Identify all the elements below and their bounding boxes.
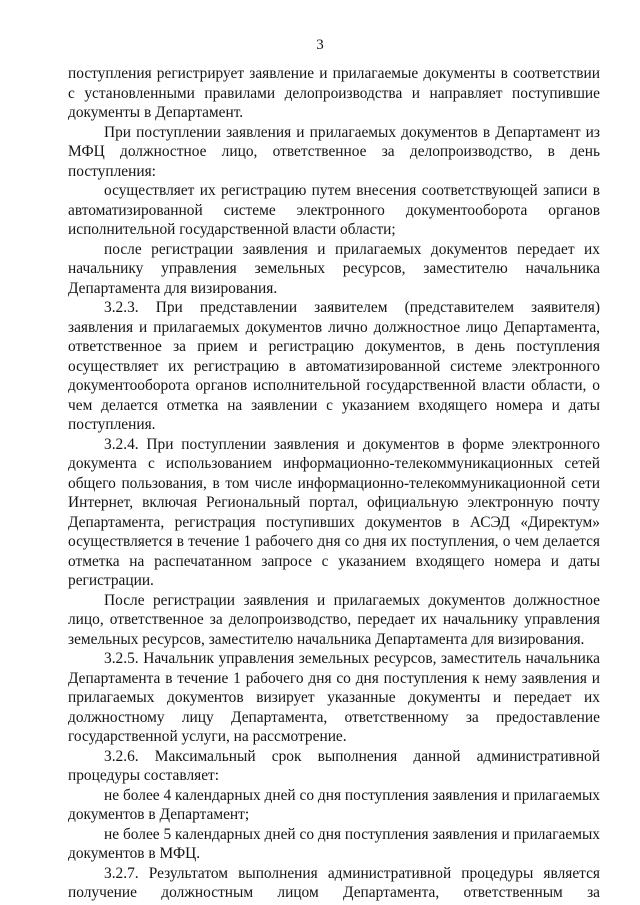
document-body: [68, 64, 600, 903]
paragraph-3-2-6: 3.2.6. Максимальный срок выполнения данной административной процедуры составляет:: [68, 747, 600, 784]
paragraph-after-electronic-registration: После регистрации заявления и прилагаемых документов должностное лицо, ответственное за делопроизводство, передает их начальнику управления земельных ресурсов, заместителю начальника Департамента для визирования.: [68, 591, 600, 648]
paragraph-mfc-receipt: При поступлении заявления и прилагаемых документов в Департамент из МФЦ должностное лицо, ответственное за делопроизводство, в день поступления:: [68, 123, 600, 180]
paragraph-registration: осуществляет их регистрацию путем внесения соответствующей записи в автоматизированной системе электронного документооборота органов исполнительной государственной власти области;: [68, 182, 600, 238]
paragraph-3-2-3: 3.2.3. При представлении заявителем (представителем заявителя) заявления и прилагаемых документов лично должностное лицо Департамента, ответственное за прием и регистрацию документов, в день поступления осуществляет их регистрацию в автоматизированной системе электронного документооборота органов исполнительной государственной власти области, о чем делается отметка на заявлении с указанием входящего номера и даты поступления.: [68, 299, 600, 433]
paragraph-3-2-4: 3.2.4. При поступлении заявления и документов в форме электронного документа с использованием информационно-телекоммуникационных сетей общего пользования, в том числе информационно-телекоммуникационной сети Интернет, включая Региональный портал, официальную электронную почту Департамента, регистрация поступивших документов в АСЭД «Директум» осуществляется в течение 1 рабочего дня со дня их поступления, о чем делается отметка на распечатанном запросе с указанием входящего номера и даты регистрации.: [68, 435, 600, 589]
paragraph-continuation: поступления регистрирует заявление и прилагаемые документы в соответствии с установленными правилами делопроизводства и направляет поступившие документы в Департамент.: [68, 65, 600, 121]
paragraph-after-registration: после регистрации заявления и прилагаемых документов передает их начальнику управления земельных ресурсов, заместителю начальника Департамента для визирования.: [68, 240, 600, 297]
paragraph-3-2-7: 3.2.7. Результатом выполнения административной процедуры является получение должностным лицом Департамента, ответственным за: [68, 864, 600, 901]
paragraph-3-2-5: 3.2.5. Начальник управления земельных ресурсов, заместитель начальника Департамента в течение 1 рабочего дня со дня поступления к нему заявления и прилагаемых документов визирует указанные документы и передает их должностному лицу Департамента, ответственному за предоставление государственной услуги, на рассмотрение.: [68, 650, 600, 745]
page-number: 3: [316, 37, 324, 53]
paragraph-term-department: не более 4 календарных дней со дня поступления заявления и прилагаемых документов в Департамент;: [68, 786, 600, 823]
paragraph-term-mfc: не более 5 календарных дней со дня поступления заявления и прилагаемых документов в МФЦ.: [68, 825, 600, 862]
